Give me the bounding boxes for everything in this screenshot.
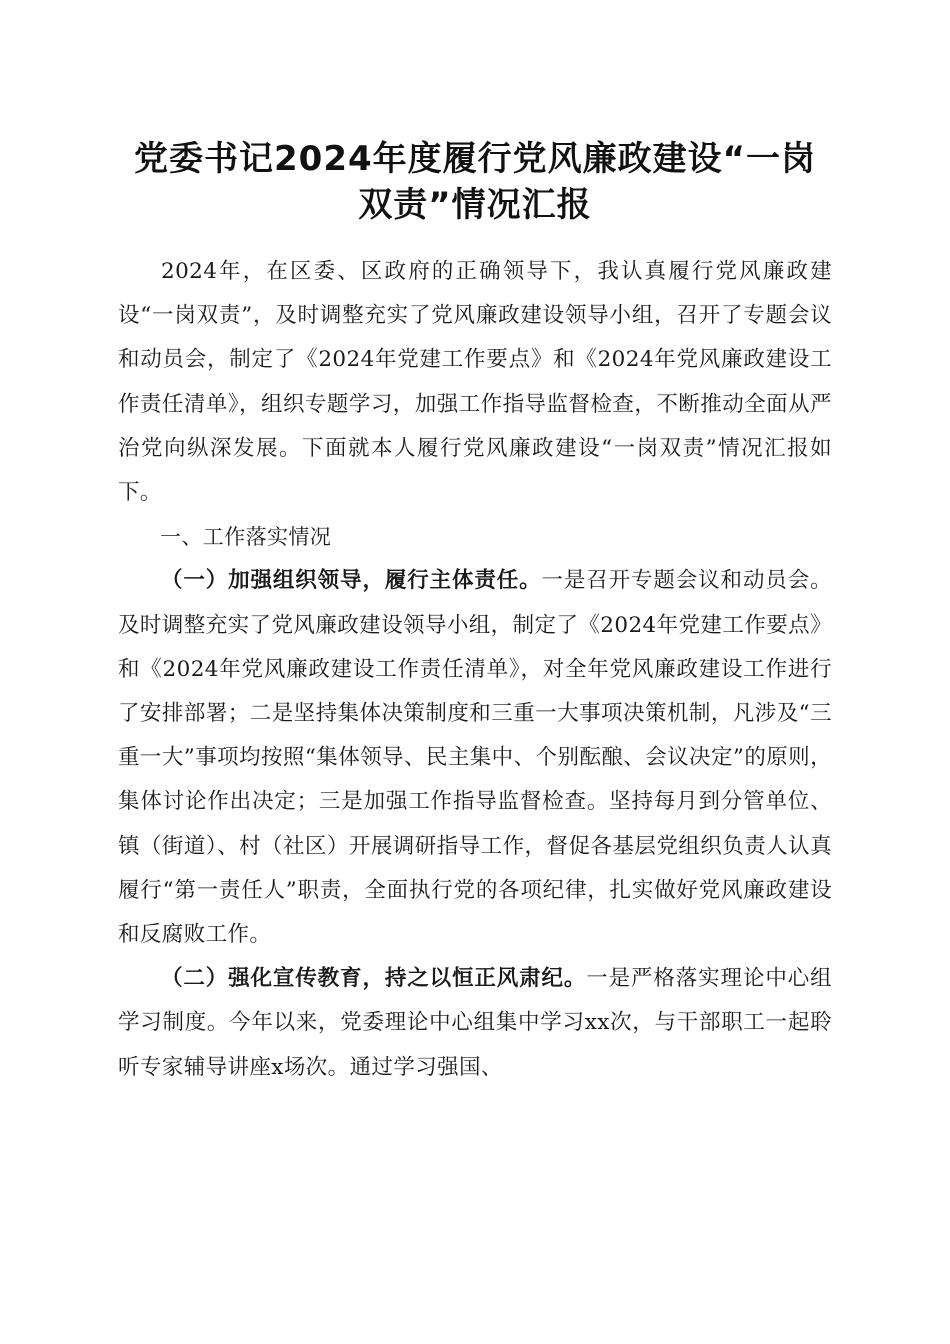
subsection-2-heading: （二）强化宣传教育，持之以恒正风肃纪。 xyxy=(161,966,587,992)
subsection-1-heading: （一）加强组织领导，履行主体责任。 xyxy=(161,568,542,594)
subsection-1-text: 一是召开专题会议和动员会。及时调整充实了党风廉政建设领导小组，制定了《2024年党建工作要点》和《2024年党风廉政建设工作责任清单》，对全年党风廉政建设工作进行了安排部署；二是坚持集体决策制度和三重一大事项决策机制，凡涉及“三重一大”事项均按照“集体领导、民主集中、个别酝酿、会议决定”的原则，集体讨论作出决定；三是加强工作指导监督检查。坚持每月到分管单位、镇（街道）、村（社区）开展调研指导工作，督促各基层党组织负责人认真履行“第一责任人”职责，全面执行党的各项纪律，扎实做好党风廉政建设和反腐败工作。 xyxy=(118,568,832,948)
subsection-2-paragraph xyxy=(118,957,832,1090)
subsection-1-paragraph xyxy=(118,559,832,957)
document-title xyxy=(118,136,832,228)
document-body xyxy=(118,250,832,1090)
intro-paragraph: 2024年，在区委、区政府的正确领导下，我认真履行党风廉政建设“一岗双责”，及时调整充实了党风廉政建设领导小组，召开了专题会议和动员会，制定了《2024年党建工作要点》和《2024年党风廉政建设工作责任清单》，组织专题学习，加强工作指导监督检查，不断推动全面从严治党向纵深发展。下面就本人履行党风廉政建设“一岗双责”情况汇报如下。 xyxy=(118,259,832,506)
title-line-2: 双责”情况汇报 xyxy=(358,185,592,225)
subsection-2-text: 一是严格落实理论中心组学习制度。今年以来，党委理论中心组集中学习xx次，与干部职工一起聆听专家辅导讲座x场次。通过学习强国、 xyxy=(118,966,832,1080)
section-heading: 一、工作落实情况 xyxy=(160,525,332,550)
title-line-1: 党委书记2024年度履行党风廉政建设“一岗 xyxy=(134,139,816,179)
